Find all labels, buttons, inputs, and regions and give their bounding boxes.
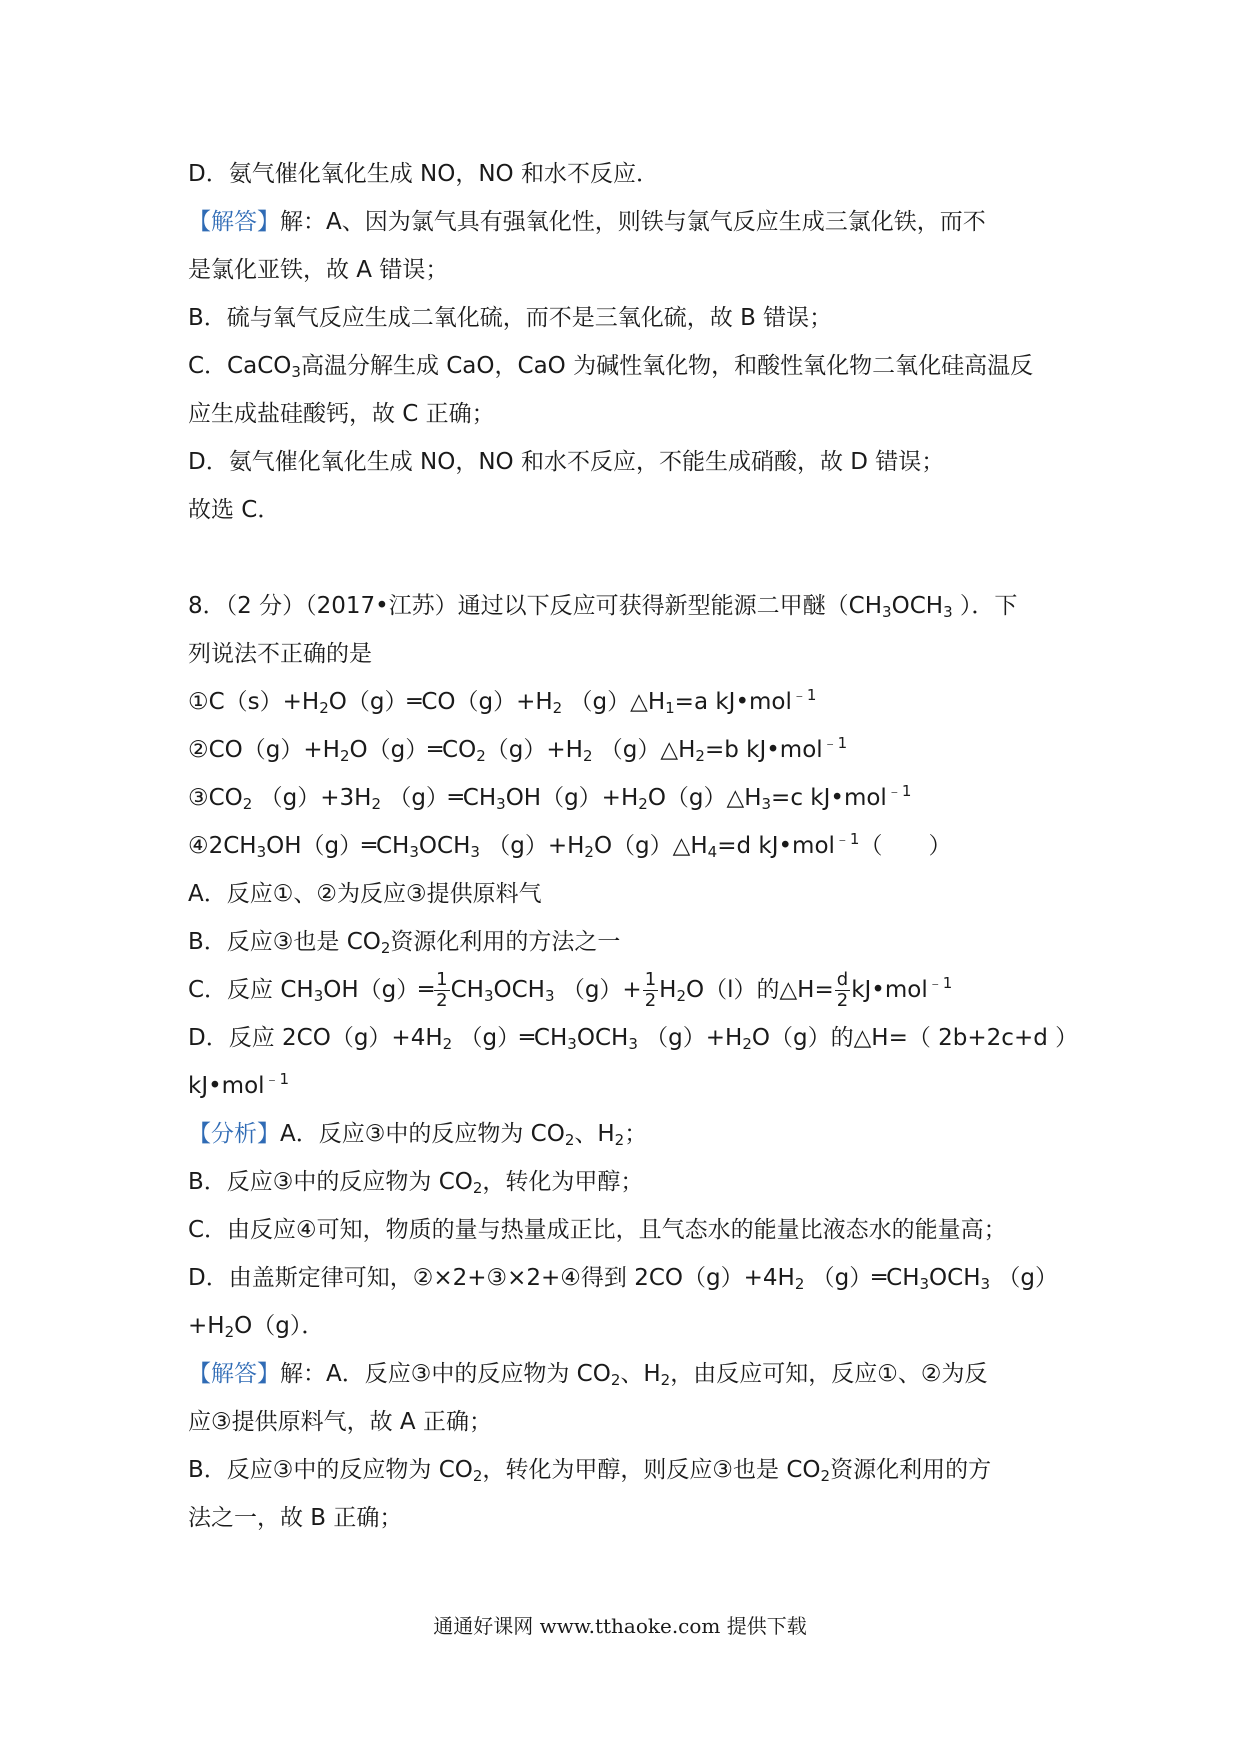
- analysis-line: C．由反应④可知，物质的量与热量成正比，且气态水的能量比液态水的能量高；: [188, 1217, 1007, 1243]
- equation-3: $③CO_2$ $(g)+3H_2$ $(g)═CH_3OH(g)+H_2O(g)\triangle H_3=c$ kJ•mol$^{﹣1}$: [188, 782, 912, 813]
- text-line: D．氨气催化氧化生成 NO，NO 和水不反应，不能生成硝酸，故 D 错误；: [188, 449, 945, 475]
- analysis-line: $+H_2O(g)$．: [188, 1313, 325, 1341]
- solution-line: 【解答】解：A．反应③中的反应物为 $CO_2$、$H_2$，由反应可知，反应①、②为反: [188, 1361, 988, 1389]
- text-line: 是氯化亚铁，故 A 错误；: [188, 257, 449, 283]
- analysis-line: B．反应③中的反应物为 $CO_2$，转化为甲醇；: [188, 1169, 644, 1197]
- text-line: B．硫与氧气反应生成二氧化硫，而不是三氧化硫，故 B 错误；: [188, 305, 833, 331]
- option-a: A．反应①、②为反应③提供原料气: [188, 881, 542, 907]
- answer-line: 【解答】解：A、因为氯气具有强氧化性，则铁与氯气反应生成三氯化铁，而不: [188, 209, 986, 235]
- text-line: 故选 C．: [188, 497, 281, 523]
- fraction: $\frac{1}{2}$: [644, 969, 657, 1011]
- text-line: C．CaCO$_3$高温分解生成 CaO，CaO 为碱性氧化物，和酸性氧化物二氧化硅高温反: [188, 353, 1034, 381]
- solution-tag: 【解答】: [188, 1361, 280, 1387]
- analysis-line: 【分析】A．反应③中的反应物为 $CO_2$、$H_2$；: [188, 1121, 648, 1149]
- fraction: $\frac{d}{2}$: [836, 969, 849, 1011]
- solution-line: 法之一，故 B 正确；: [188, 1505, 403, 1531]
- solution-line: B．反应③中的反应物为 $CO_2$，转化为甲醇，则反应③也是 $CO_2$资源化利用的方: [188, 1457, 992, 1485]
- equation-2: $②CO(g)+H_2O(g)═CO_2(g)+H_2$ $(g)\triangle H_2=b$ kJ•mol$^{﹣1}$: [188, 734, 848, 765]
- analysis-tag: 【分析】: [188, 1121, 280, 1147]
- solution-line: 应③提供原料气，故 A 正确；: [188, 1409, 492, 1435]
- page-footer: 通通好课网 www.tthaoke.com 提供下载: [433, 1614, 807, 1638]
- equation-4: $④2CH_3OH(g)═CH_3OCH_3$ $(g)+H_2O(g)\triangle H_4=d$ kJ•mol$^{﹣1}$（ ）: [188, 830, 952, 861]
- answer-tag: 【解答】: [188, 209, 280, 235]
- text-line: 应生成盐硅酸钙，故 C 正确；: [188, 401, 495, 427]
- option-d: D．反应 $2CO(g)+4H_2$ $(g)═CH_3OCH_3$ $(g)+H_2O(g)$的△H=（ 2b+2c+d ）: [188, 1025, 1079, 1053]
- option-c: C．反应 $CH_3OH(g)═$ $\frac{1}{2}$ $CH_3OCH_3$ （g）+ $\frac{1}{2}$ $H_2O(l)$的△H= $\frac{d}{2}$ kJ•mol$^{﹣1}$: [188, 969, 953, 1011]
- spacer: [188, 534, 1058, 582]
- option-d-cont: kJ•mol$^{﹣1}$: [188, 1070, 290, 1099]
- question-title: 8．（2 分）（2017•江苏）通过以下反应可获得新型能源二甲醚（$CH_3OCH_3$ ）．下: [188, 593, 1018, 621]
- document-body: [188, 150, 1079, 1542]
- text-line: D．氨气催化氧化生成 NO，NO 和水不反应．: [188, 161, 659, 187]
- equation-1: $①C(s)+H_2O(g)═CO(g)+H_2$ $(g)\triangle H_1=a$ kJ•mol$^{﹣1}$: [188, 686, 817, 717]
- option-b: B．反应③也是 $CO_2$资源化利用的方法之一: [188, 929, 621, 957]
- analysis-line: D．由盖斯定律可知，②×2+③×2+④得到 $2CO(g)+4H_2$ $(g)═CH_3OCH_3$ （g）: [188, 1265, 1058, 1293]
- fraction: $\frac{1}{2}$: [436, 969, 448, 1011]
- question-title: 列说法不正确的是: [188, 641, 372, 667]
